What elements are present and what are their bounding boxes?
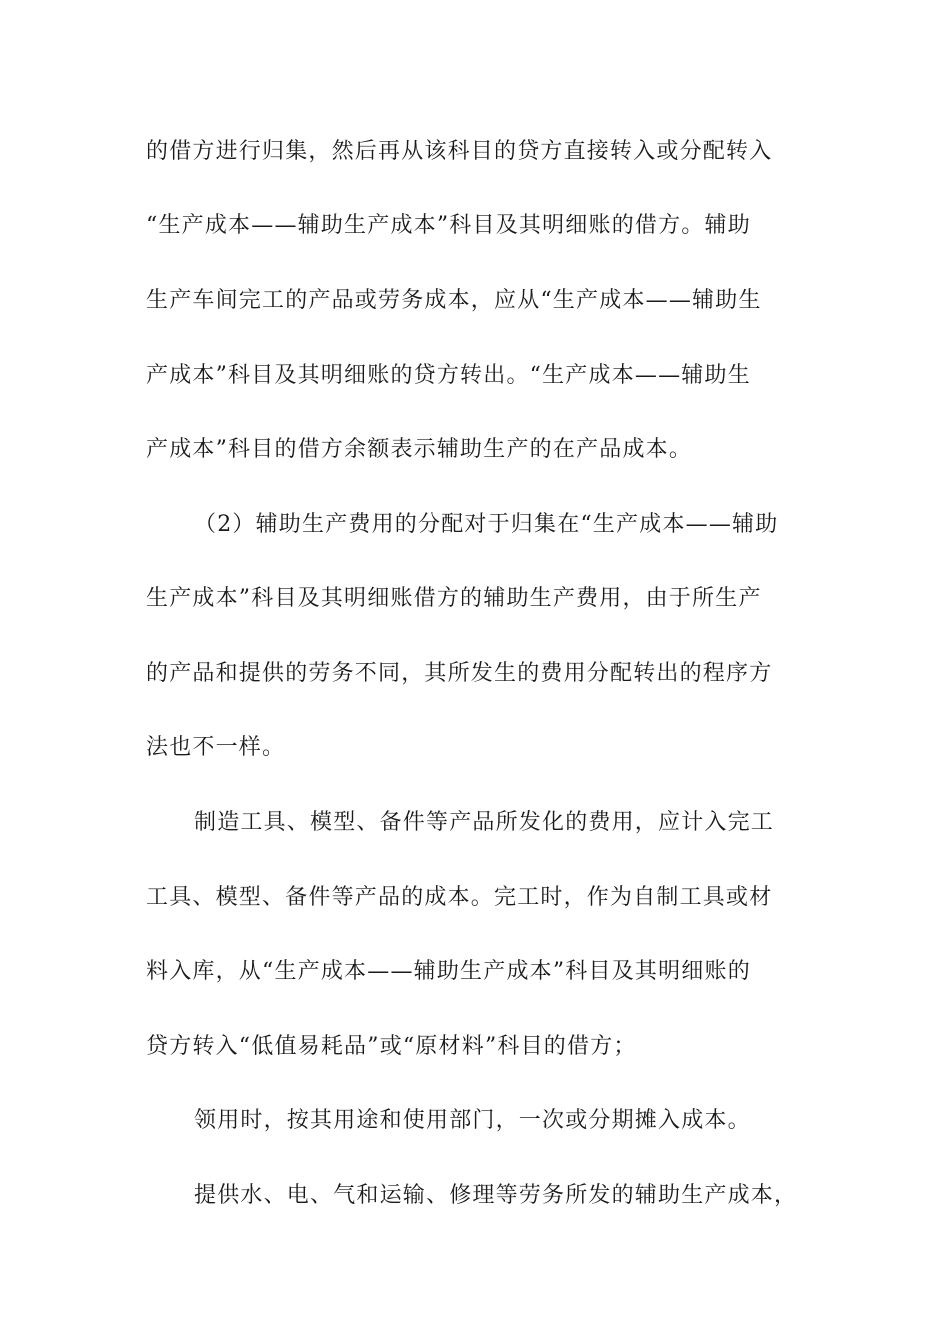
- paragraph-start-line: 提供水、电、气和运输、修理等劳务所发的辅助生产成本，: [194, 1183, 798, 1208]
- text-line: 贷方转入“低值易耗品”或“原材料”科目的借方；: [146, 1034, 637, 1059]
- text-line: “生产成本——辅助生产成本”科目及其明细账的借方。辅助: [146, 213, 751, 238]
- paragraph-start-line: 制造工具、模型、备件等产品所发化的费用，应计入完工: [194, 810, 775, 835]
- paragraph-start-line: （2）辅助生产费用的分配对于归集在“生产成本——辅助: [194, 512, 779, 537]
- text-line: 料入库，从“生产成本——辅助生产成本”科目及其明细账的: [146, 959, 751, 984]
- text-line: 生产车间完工的产品或劳务成本，应从“生产成本——辅助生: [146, 288, 762, 313]
- text-line: 工具、模型、备件等产品的成本。完工时，作为自制工具或材: [146, 885, 773, 910]
- text-line: 产成本”科目的借方余额表示辅助生产的在产品成本。: [146, 437, 693, 462]
- text-line: 法也不一样。: [146, 735, 286, 760]
- text-line: 的借方进行归集，然后再从该科目的贷方直接转入或分配转入: [146, 139, 773, 164]
- paragraph-start-line: 领用时，按其用途和使用部门，一次或分期摊入成本。: [194, 1108, 751, 1133]
- text-line: 产成本”科目及其明细账的贷方转出。“生产成本——辅助生: [146, 363, 751, 388]
- text-line: 生产成本”科目及其明细账借方的辅助生产费用，由于所生产: [146, 586, 762, 611]
- text-line: 的产品和提供的劳务不同，其所发生的费用分配转出的程序方: [146, 661, 773, 686]
